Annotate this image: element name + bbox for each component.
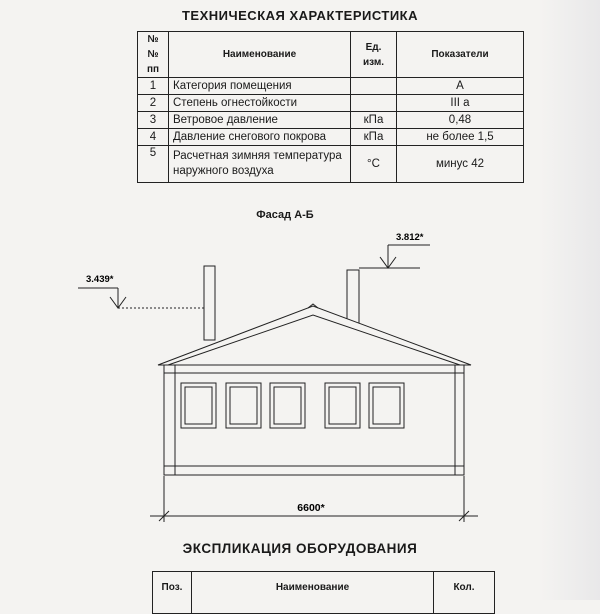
window-frame <box>274 387 301 424</box>
col-value: Показатели <box>397 32 524 78</box>
col-num: №№ пп <box>138 32 169 78</box>
row-unit: °С <box>351 146 397 183</box>
row-num: 2 <box>138 95 169 112</box>
row-num: 1 <box>138 78 169 95</box>
row-name: Давление снегового покрова <box>169 129 351 146</box>
window-frame <box>230 387 257 424</box>
equipment-table <box>152 571 495 614</box>
col-name: Наименование <box>169 32 351 78</box>
row-value: III а <box>397 95 524 112</box>
window <box>270 383 305 428</box>
row-name: Степень огнестойкости <box>169 95 351 112</box>
facade-title: Фасад А-Б <box>256 209 314 221</box>
col-name: Наименование <box>192 572 434 614</box>
row-name: Ветровое давление <box>169 112 351 129</box>
col-qty: Кол. <box>434 572 495 614</box>
col-unit: Ед. изм. <box>351 32 397 78</box>
row-value: А <box>397 78 524 95</box>
row-value: не более 1,5 <box>397 129 524 146</box>
row-name: Категория помещения <box>169 78 351 95</box>
row-num: 4 <box>138 129 169 146</box>
window <box>226 383 261 428</box>
window <box>181 383 216 428</box>
window <box>325 383 360 428</box>
row-name: Расчетная зимняя температура наружного воздуха <box>169 146 351 183</box>
col-pos: Поз. <box>153 572 192 614</box>
chimney-left <box>204 266 215 340</box>
window-frame <box>185 387 212 424</box>
window <box>369 383 404 428</box>
row-value: минус 42 <box>397 146 524 183</box>
width-dim-label: 6600* <box>297 502 325 514</box>
equipment-title: ЭКСПЛИКАЦИЯ ОБОРУДОВАНИЯ <box>182 541 418 556</box>
row-unit: кПа <box>351 129 397 146</box>
level-right-label: 3.812* <box>396 232 424 243</box>
window-frame <box>329 387 356 424</box>
row-value: 0,48 <box>397 112 524 129</box>
row-num: 5 <box>138 146 169 183</box>
wall-outline <box>164 365 464 475</box>
window-frame <box>373 387 400 424</box>
spec-title: ТЕХНИЧЕСКАЯ ХАРАКТЕРИСТИКА <box>181 8 419 23</box>
row-num: 3 <box>138 112 169 129</box>
level-left-label: 3.439* <box>86 274 114 285</box>
row-unit: кПа <box>351 112 397 129</box>
